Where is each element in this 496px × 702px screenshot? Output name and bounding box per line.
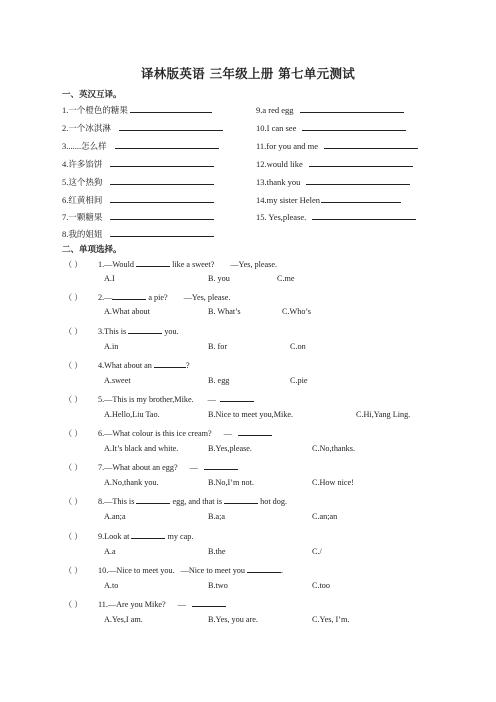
option-c[interactable]: C.an;an xyxy=(312,512,338,521)
vocab-item: 14.my sister Helen xyxy=(256,193,401,205)
option-a[interactable]: A.Hello,Liu Tao. xyxy=(104,410,160,419)
page-title: 译林版英语 三年级上册 第七单元测试 xyxy=(140,66,356,81)
option-c[interactable]: C.Hi,Yang Ling. xyxy=(356,410,411,419)
answer-blank[interactable] xyxy=(300,103,404,113)
vocab-item: 5.这个热狗 xyxy=(62,175,214,187)
option-b[interactable]: B. for xyxy=(208,342,228,351)
option-a[interactable]: A.to xyxy=(104,581,119,590)
vocab-item: 4.许多馅饼 xyxy=(62,157,214,169)
question-row: （ ） 1.—Would like a sweet? —Yes, please. xyxy=(64,257,277,269)
vocab-item: 3.......怎么样 xyxy=(62,139,219,151)
option-a[interactable]: A.No,thank you. xyxy=(104,478,159,487)
question-row: （ ） 4.What about an ? xyxy=(64,358,190,370)
question-row: （ ） 8.—This is egg, and that is hot dog. xyxy=(64,494,287,506)
option-c[interactable]: C.How nice! xyxy=(312,478,354,487)
answer-blank[interactable] xyxy=(309,157,413,167)
answer-blank[interactable] xyxy=(204,460,238,470)
option-b[interactable]: B. What’s xyxy=(208,307,241,316)
answer-parentheses[interactable]: （ ） xyxy=(64,463,83,472)
section-1-heading: 一、英汉互译。 xyxy=(62,90,122,100)
option-c[interactable]: C./ xyxy=(312,547,322,556)
answer-blank[interactable] xyxy=(110,227,214,237)
option-a[interactable]: A.a xyxy=(104,547,116,556)
answer-blank[interactable] xyxy=(312,210,416,220)
vocab-item: 7.一颗糖果 xyxy=(62,210,214,222)
option-b[interactable]: B. egg xyxy=(208,376,230,385)
vocab-item: 12.would like xyxy=(256,157,413,169)
answer-blank[interactable] xyxy=(224,494,258,504)
answer-parentheses[interactable]: （ ） xyxy=(64,361,83,370)
answer-blank[interactable] xyxy=(302,121,406,131)
vocab-item: 15. Yes,please. xyxy=(256,210,416,222)
question-row: （ ） 6.—What colour is this ice cream? — xyxy=(64,426,272,438)
option-a[interactable]: A.What about xyxy=(104,307,150,316)
answer-blank[interactable] xyxy=(192,597,226,607)
answer-blank[interactable] xyxy=(130,103,212,113)
answer-blank[interactable] xyxy=(247,563,281,573)
answer-blank[interactable] xyxy=(110,157,214,167)
option-b[interactable]: B.Yes, you are. xyxy=(208,615,258,624)
option-c[interactable]: C.pie xyxy=(290,376,308,385)
answer-blank[interactable] xyxy=(115,139,219,149)
option-a[interactable]: A.I xyxy=(104,274,115,283)
answer-blank[interactable] xyxy=(128,324,162,334)
answer-blank[interactable] xyxy=(131,529,165,539)
answer-blank[interactable] xyxy=(110,175,214,185)
question-row: （ ） 9.Look at my cap. xyxy=(64,529,193,541)
answer-blank[interactable] xyxy=(136,257,170,267)
option-a[interactable]: A.an;a xyxy=(104,512,126,521)
answer-parentheses[interactable]: （ ） xyxy=(64,532,83,541)
answer-parentheses[interactable]: （ ） xyxy=(64,260,83,269)
answer-blank[interactable] xyxy=(321,193,401,203)
answer-parentheses[interactable]: （ ） xyxy=(64,395,83,404)
option-b[interactable]: B.Nice to meet you,Mike. xyxy=(208,410,294,419)
question-row: （ ） 5.—This is my brother,Mike. — xyxy=(64,392,254,404)
answer-blank[interactable] xyxy=(110,210,214,220)
question-row: （ ） 11.—Are you Mike? — xyxy=(64,597,226,609)
answer-blank[interactable] xyxy=(112,290,146,300)
answer-parentheses[interactable]: （ ） xyxy=(64,600,83,609)
section-2-heading: 二、单项选择。 xyxy=(62,245,122,255)
option-c[interactable]: C.too xyxy=(312,581,330,590)
option-a[interactable]: A.It’s black and white. xyxy=(104,444,179,453)
question-row: （ ） 7.—What about an egg? — xyxy=(64,460,238,472)
answer-blank[interactable] xyxy=(154,358,186,368)
vocab-item: 8.我的姐姐 xyxy=(62,227,214,239)
vocab-item: 1.一个橙色的糖果 xyxy=(62,103,212,115)
vocab-item: 10.I can see xyxy=(256,121,406,133)
option-c[interactable]: C.No,thanks. xyxy=(312,444,355,453)
vocab-item: 2.一个冰淇淋 xyxy=(62,121,223,133)
option-b[interactable]: B.the xyxy=(208,547,226,556)
option-c[interactable]: C.me xyxy=(277,274,295,283)
vocab-item: 6.红黄相间 xyxy=(62,193,214,205)
question-row: （ ） 10.—Nice to meet you. —Nice to meet you . xyxy=(64,563,283,575)
question-row: （ ） 2.— a pie? —Yes, please. xyxy=(64,290,230,302)
answer-parentheses[interactable]: （ ） xyxy=(64,327,83,336)
option-b[interactable]: B. you xyxy=(208,274,230,283)
answer-blank[interactable] xyxy=(110,193,214,203)
answer-parentheses[interactable]: （ ） xyxy=(64,429,83,438)
answer-blank[interactable] xyxy=(136,494,170,504)
option-c[interactable]: C.on xyxy=(290,342,306,351)
option-b[interactable]: B.Yes,please. xyxy=(208,444,252,453)
answer-blank[interactable] xyxy=(306,175,410,185)
answer-blank[interactable] xyxy=(238,426,272,436)
vocab-item: 9.a red egg xyxy=(256,103,404,115)
answer-parentheses[interactable]: （ ） xyxy=(64,566,83,575)
vocab-item: 11.for you and me xyxy=(256,139,418,151)
answer-parentheses[interactable]: （ ） xyxy=(64,497,83,506)
option-a[interactable]: A.Yes,I am. xyxy=(104,615,143,624)
vocab-item: 13.thank you xyxy=(256,175,410,187)
answer-parentheses[interactable]: （ ） xyxy=(64,293,83,302)
answer-blank[interactable] xyxy=(119,121,223,131)
answer-blank[interactable] xyxy=(220,392,254,402)
option-b[interactable]: B.a;a xyxy=(208,512,226,521)
option-c[interactable]: C.Yes, I’m. xyxy=(312,615,350,624)
option-a[interactable]: A.in xyxy=(104,342,119,351)
option-a[interactable]: A.sweet xyxy=(104,376,131,385)
option-b[interactable]: B.two xyxy=(208,581,228,590)
question-row: （ ） 3.This is you. xyxy=(64,324,179,336)
answer-blank[interactable] xyxy=(324,139,418,149)
option-b[interactable]: B.No,I’m not. xyxy=(208,478,254,487)
option-c[interactable]: C.Who’s xyxy=(282,307,311,316)
